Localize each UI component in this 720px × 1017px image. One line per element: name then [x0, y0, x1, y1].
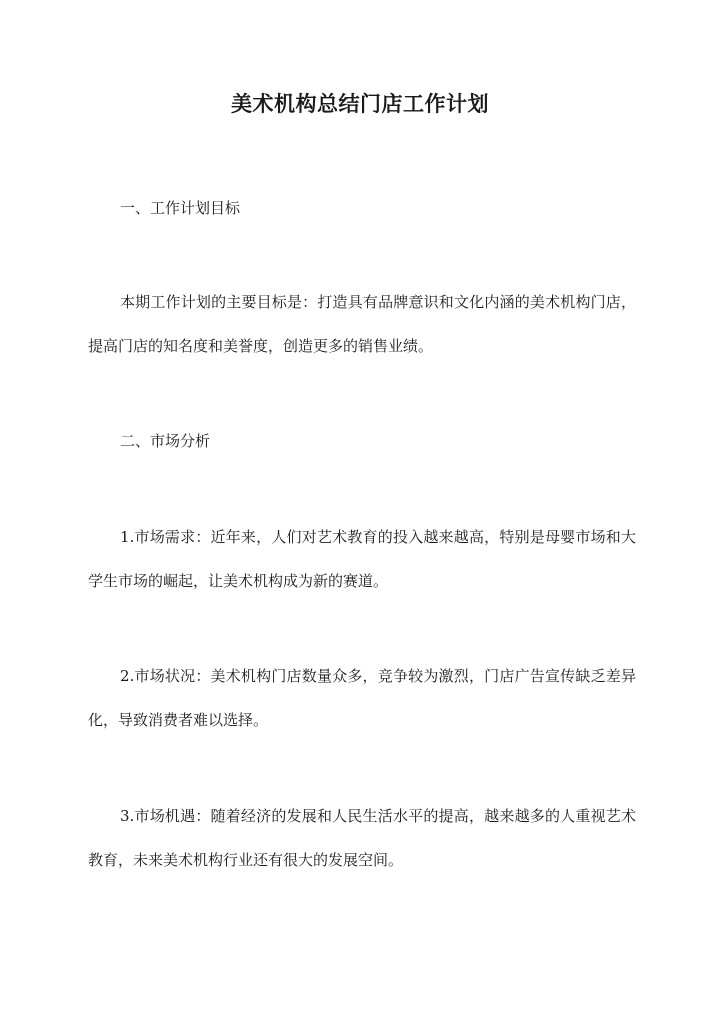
section-heading-goals: 一、工作计划目标: [120, 199, 241, 217]
paragraph-market-opportunity: 3.市场机遇：随着经济的发展和人民生活水平的提高，越来越多的人重视艺术教育，未来美术机构行业还有很大的发展空间。: [88, 807, 636, 869]
paragraph-market-demand: 1.市场需求：近年来，人们对艺术教育的投入越来越高，特别是母婴市场和大学生市场的崛起，让美术机构成为新的赛道。: [88, 528, 636, 590]
section-heading-market: 二、市场分析: [120, 432, 211, 450]
document-title: 美术机构总结门店工作计划: [231, 91, 489, 116]
paragraph-market-status: 2.市场状况：美术机构门店数量众多，竞争较为激烈，门店广告宣传缺乏差异化，导致消费者难以选择。: [88, 667, 636, 729]
paragraph-goals: 本期工作计划的主要目标是：打造具有品牌意识和文化内涵的美术机构门店，提高门店的知名度和美誉度，创造更多的销售业绩。: [88, 293, 636, 355]
